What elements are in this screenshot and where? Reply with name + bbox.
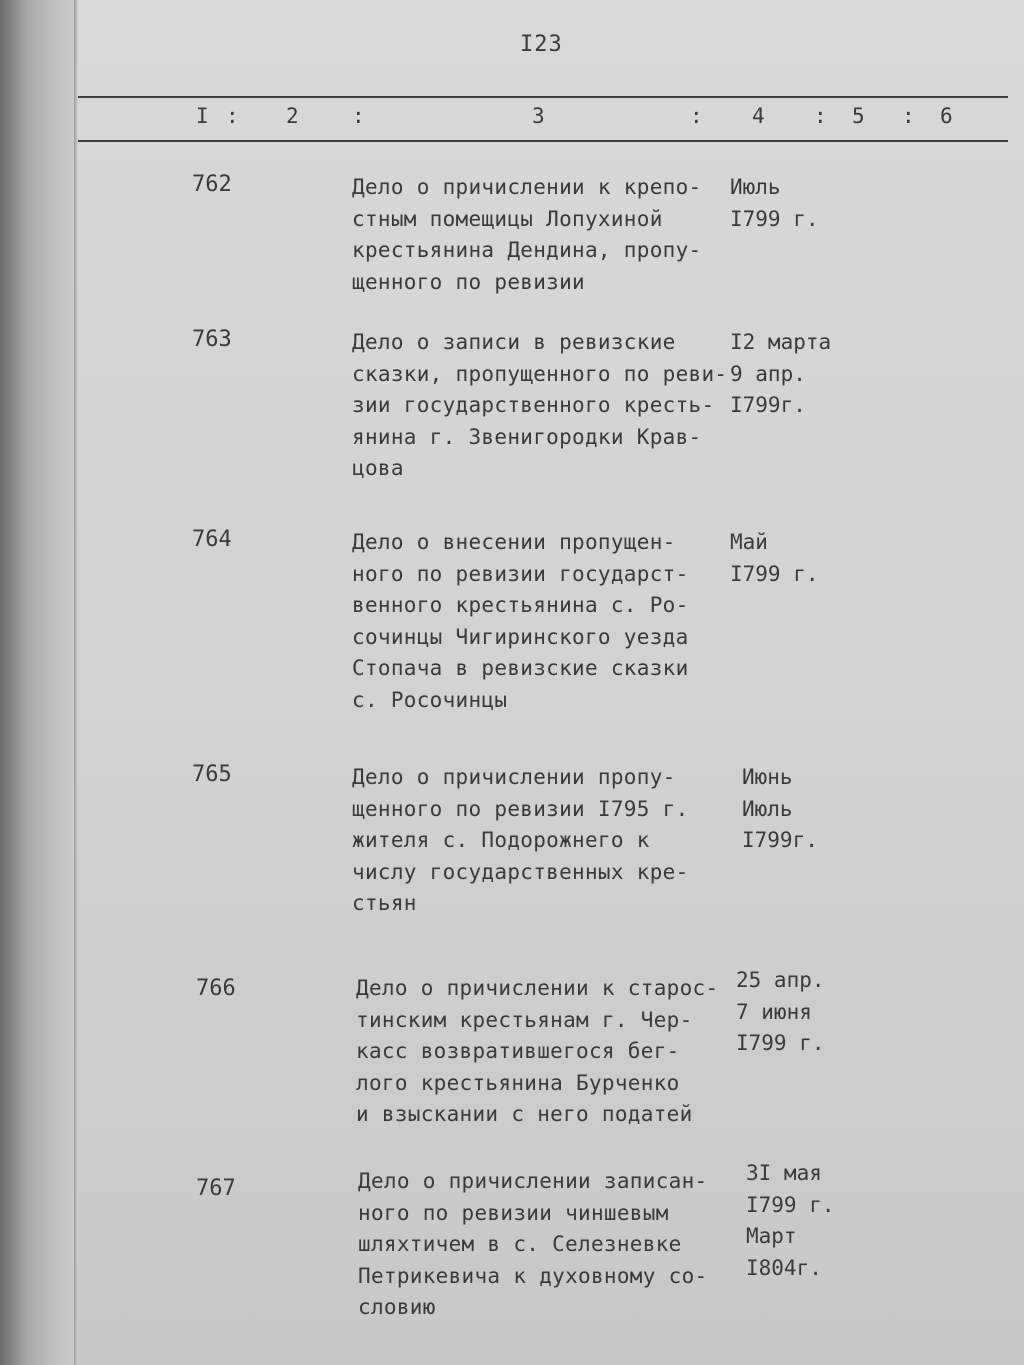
case-dates: [742, 762, 862, 857]
description-line: Петрикевича к духовному со-: [358, 1263, 708, 1288]
case-description: [352, 172, 732, 298]
case-dates: [736, 965, 856, 1060]
case-description: [358, 1166, 738, 1324]
date-line: 25 апр.: [736, 968, 825, 992]
column-separator: :: [814, 104, 827, 128]
date-line: I799г.: [730, 393, 806, 417]
description-line: Дело о причислении к крепо-: [352, 175, 702, 199]
description-line: Дело о причислении пропу-: [352, 765, 676, 789]
column-header-3: 3: [532, 104, 545, 128]
header-rule-bottom: [78, 140, 1008, 142]
description-line: щенного по ревизии: [352, 269, 585, 294]
case-description: [356, 973, 736, 1131]
description-line: янина г. Звенигородки Крав-: [352, 424, 702, 449]
description-line: с. Росочинцы: [352, 687, 508, 712]
column-header-5: 5: [852, 104, 865, 128]
case-dates: [730, 327, 850, 422]
date-line: Июнь: [742, 765, 793, 789]
case-number: 763: [192, 327, 232, 352]
case-dates: [746, 1158, 866, 1284]
description-line: Стопача в ревизские сказки: [352, 656, 689, 680]
description-line: крестьянина Дендина, пропу-: [352, 238, 702, 262]
date-line: I799г.: [742, 828, 818, 852]
date-line: 7 июня: [736, 999, 812, 1024]
date-line: I799 г.: [730, 561, 819, 586]
description-line: словию: [358, 1295, 436, 1319]
description-line: Дело о внесении пропущен-: [352, 530, 676, 554]
description-line: цова: [352, 456, 404, 480]
column-header-2: 2: [286, 104, 299, 128]
description-line: ного по ревизии чиншевым: [358, 1200, 669, 1225]
description-line: жителя с. Подорожнего к: [352, 828, 650, 852]
date-line: 3I мая: [746, 1161, 822, 1185]
case-description: [352, 762, 732, 920]
column-separator: :: [226, 104, 239, 128]
case-description: [352, 327, 732, 485]
date-line: Июль: [742, 796, 793, 821]
column-separator: :: [352, 104, 365, 128]
case-number: 762: [192, 172, 232, 197]
description-line: шляхтичем в с. Селезневке: [358, 1232, 682, 1256]
header-rule-top: [78, 96, 1008, 98]
date-line: I799 г.: [746, 1192, 835, 1217]
description-line: касс возвратившегося бег-: [356, 1039, 680, 1063]
column-separator: :: [690, 104, 703, 128]
date-line: I2 марта: [730, 330, 832, 354]
column-header-1: I: [196, 104, 209, 128]
case-dates: [730, 172, 850, 235]
date-line: Июль: [730, 175, 781, 199]
date-line: Май: [730, 530, 768, 554]
case-number: 765: [192, 762, 232, 787]
description-line: сочинцы Чигиринского уезда: [352, 624, 689, 649]
book-gutter: [0, 0, 80, 1365]
description-line: Дело о причислении к старос-: [356, 976, 719, 1000]
case-description: [352, 527, 732, 716]
case-number: 764: [192, 527, 232, 552]
description-line: лого крестьянина Бурченко: [356, 1070, 680, 1095]
column-header-4: 4: [752, 104, 765, 128]
case-number: 766: [196, 976, 236, 1001]
column-separator: :: [902, 104, 915, 128]
date-line: I804г.: [746, 1255, 822, 1280]
description-line: стным помещицы Лопухиной: [352, 206, 663, 231]
date-line: 9 апр.: [730, 361, 806, 386]
description-line: Дело о записи в ревизские: [352, 330, 676, 354]
page-number: I23: [520, 32, 563, 57]
description-line: Дело о причислении записан-: [358, 1169, 708, 1193]
date-line: I799 г.: [736, 1031, 825, 1055]
description-line: и взыскании с него податей: [356, 1102, 693, 1126]
description-line: тинским крестьянам г. Чер-: [356, 1007, 693, 1032]
case-dates: [730, 527, 850, 590]
description-line: числу государственных кре-: [352, 859, 689, 884]
description-line: щенного по ревизии I795 г.: [352, 796, 689, 821]
description-line: сказки, пропущенного по реви-: [352, 361, 728, 386]
date-line: I799 г.: [730, 206, 819, 231]
description-line: ного по ревизии государст-: [352, 561, 689, 586]
case-number: 767: [196, 1176, 236, 1201]
date-line: Март: [746, 1224, 797, 1248]
column-header-6: 6: [940, 104, 953, 128]
description-line: зии государственного кресть-: [352, 393, 715, 417]
description-line: стьян: [352, 891, 417, 915]
description-line: венного крестьянина с. Ро-: [352, 593, 689, 617]
